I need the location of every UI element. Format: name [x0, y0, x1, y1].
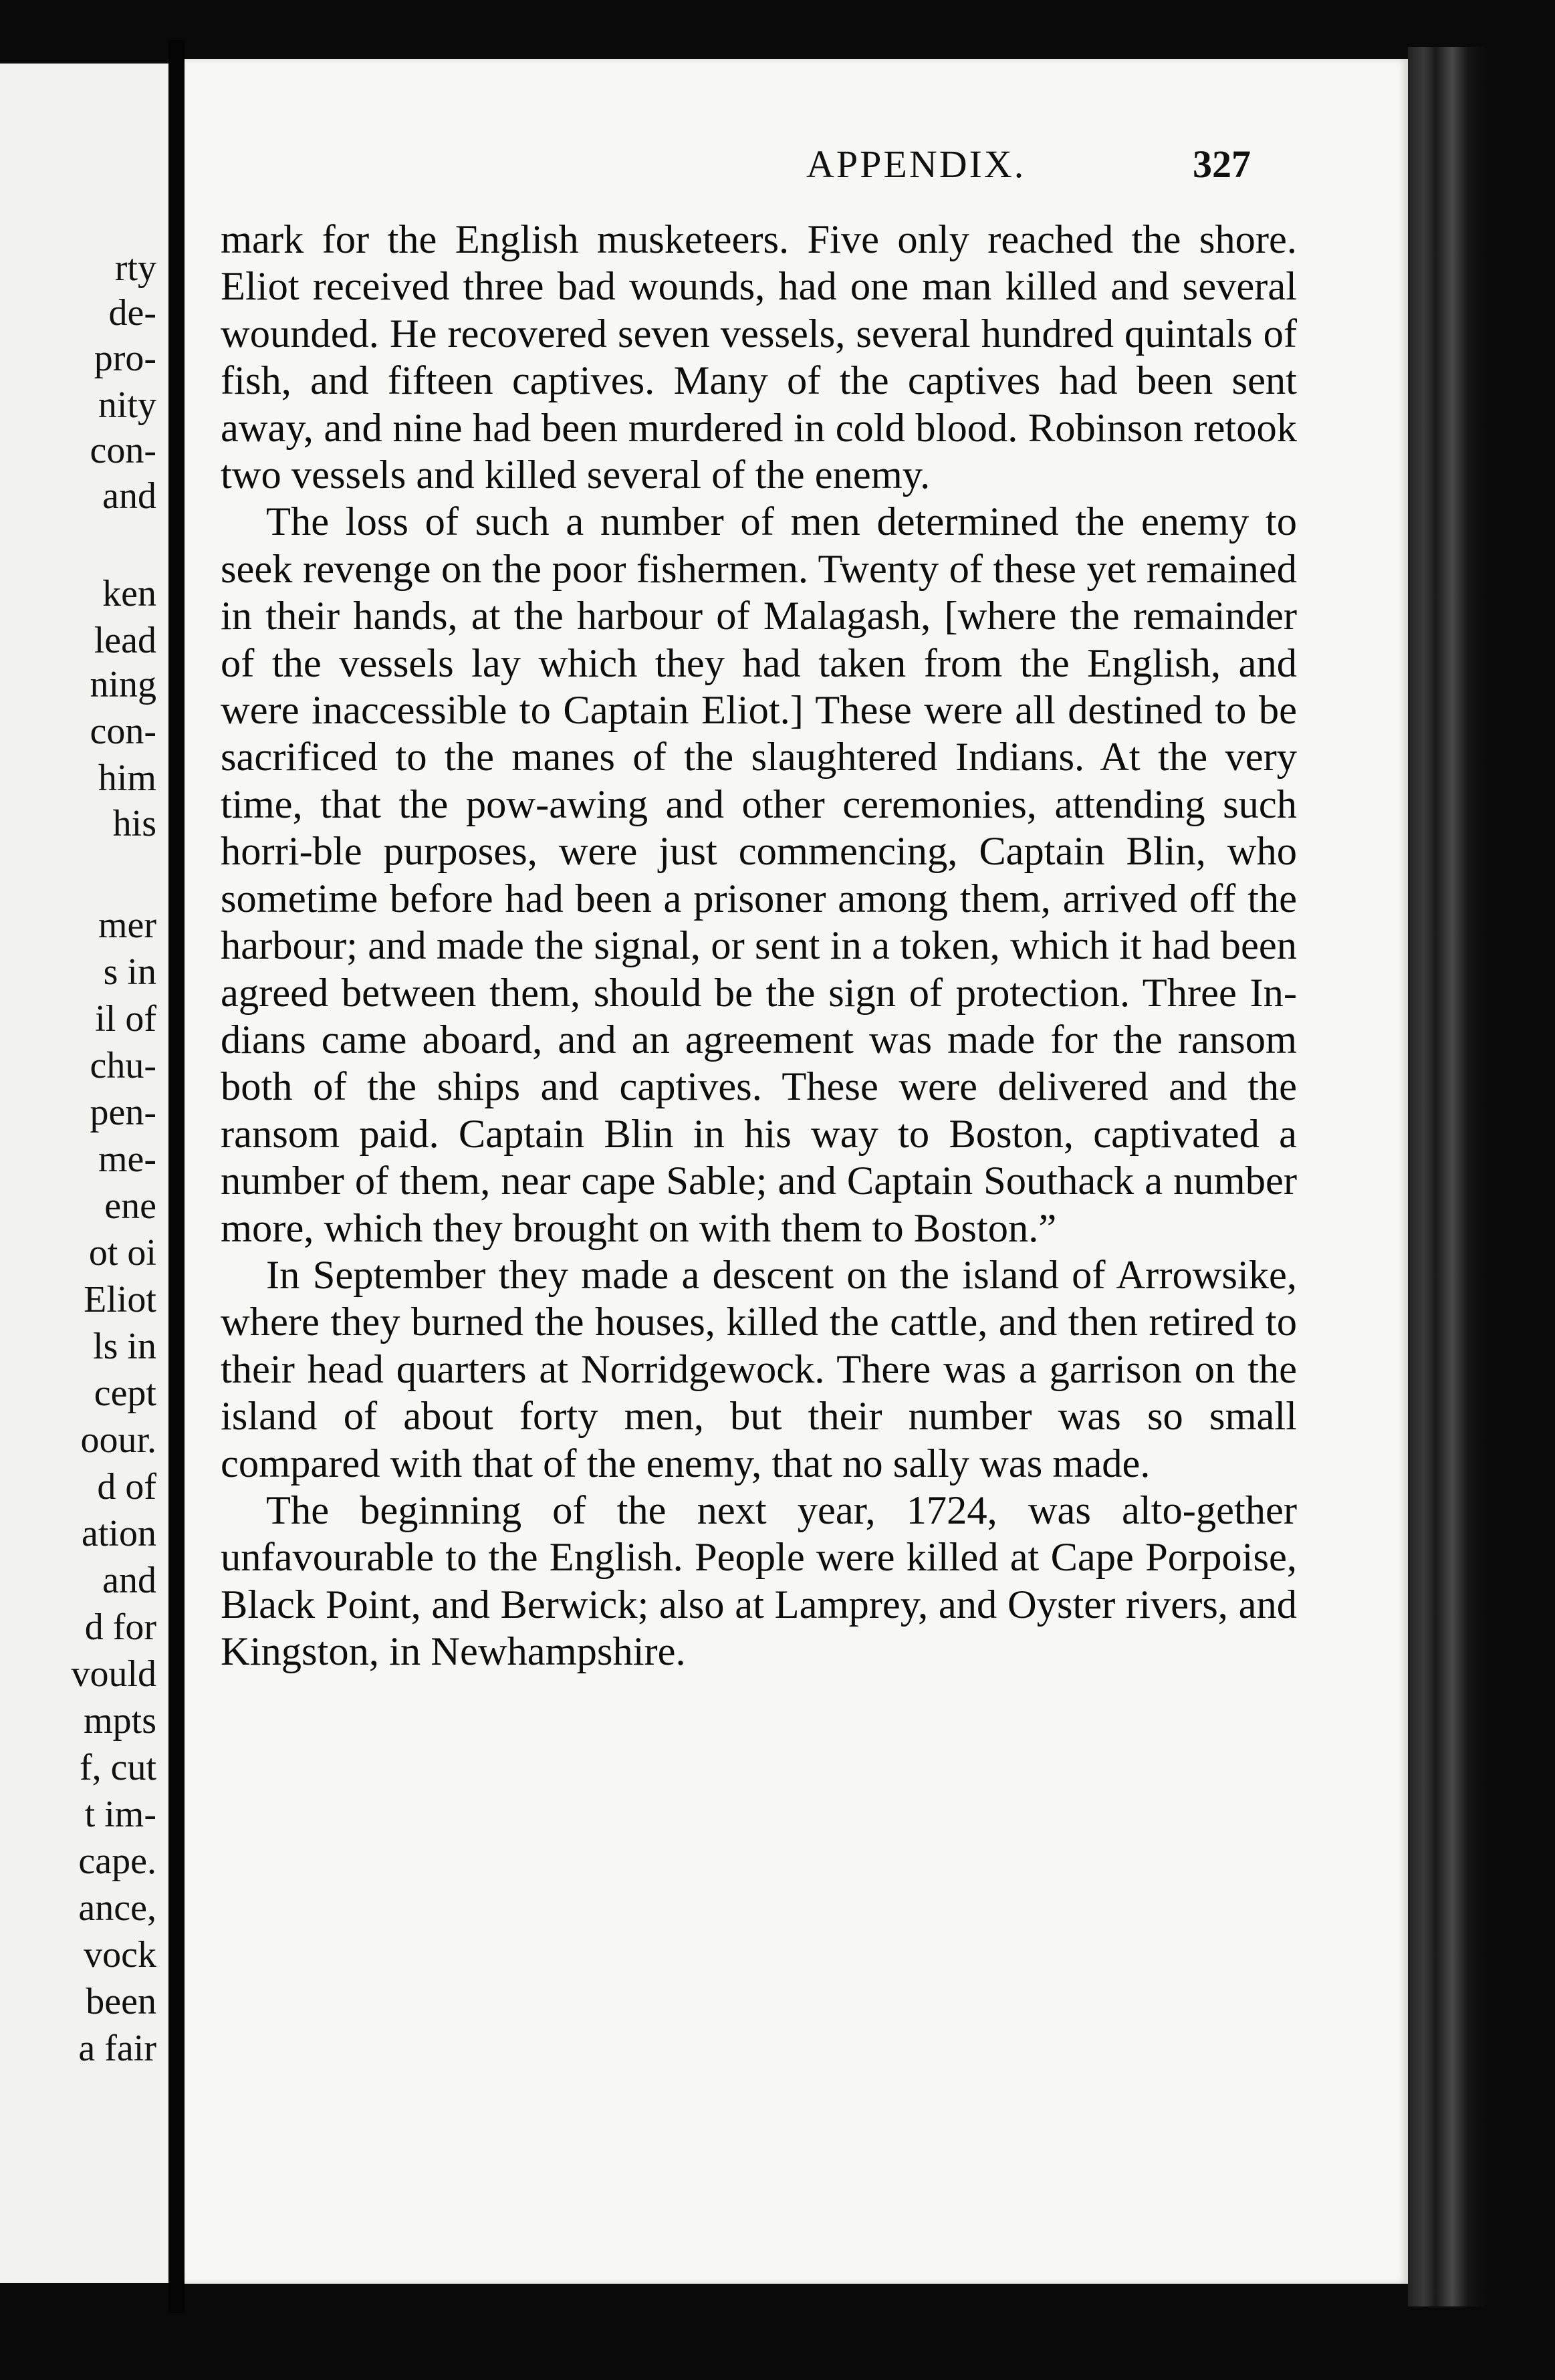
facing-page-line: f, cut	[79, 1747, 156, 1788]
running-title: APPENDIX.	[806, 142, 1026, 186]
facing-page-line: mer	[98, 905, 156, 946]
book-page	[185, 59, 1408, 2284]
facing-page-line: ning	[90, 664, 156, 705]
facing-page-line: d of	[97, 1466, 156, 1508]
facing-page-line: cept	[94, 1373, 156, 1414]
running-header	[185, 142, 1408, 195]
facing-page-line: s in	[103, 951, 156, 993]
page-number: 327	[1193, 142, 1251, 186]
facing-page-line: ance,	[78, 1887, 156, 1929]
facing-page-line: his	[112, 803, 156, 844]
facing-page-line: vould	[71, 1653, 156, 1695]
facing-page-line: been	[86, 1981, 156, 2022]
facing-page-line: a fair	[78, 2028, 156, 2069]
facing-page-line: and	[102, 1560, 156, 1601]
book-gutter	[168, 40, 185, 2313]
facing-page-line: Eliot	[84, 1279, 156, 1320]
paragraph: mark for the English musketeers. Five only reached the shore. Eliot received three bad wounds, had one man killed and several wounded. He recovered seven vessels, several hundred quintals of fish, and fifteen captives. Many of the captives had been sent away, and nine had been murdered in cold blood. Robinson retook two vessels and killed several of the enemy.	[221, 217, 1297, 498]
facing-page-line: lead	[94, 620, 156, 661]
facing-page-fragment	[0, 64, 168, 2283]
facing-page-line: con-	[90, 711, 156, 752]
facing-page-line: and	[102, 475, 156, 517]
paragraph: The beginning of the next year, 1724, was alto-gether unfavourable to the English. People were killed at Cape Porpoise, Black Point, and Berwick; also at Lamprey, and Oyster rivers, and Kingston, in Newhampshire.	[221, 1488, 1297, 1675]
facing-page-line: con-	[90, 430, 156, 471]
facing-page-line: me-	[98, 1139, 156, 1180]
paragraph: The loss of such a number of men determined the enemy to seek revenge on the poor fishermen. Twenty of these yet remained in their hands, at the harbour of Malagash, [where the remainder of the vessels lay which they had taken from the English, and were inaccessible to Captain Eliot.] These were all destined to be sacrificed to the manes of the slaughtered Indians. At the very time, that the pow-awing and other ceremonies, attending such horri-ble purposes, were just commencing, Captain Blin, who sometime before had been a prisoner among them, arrived off the harbour; and made the signal, or sent in a token, which it had been agreed between them, should be the sign of protection. Three In-dians came aboard, and an agreement was made for the ransom both of the ships and captives. These were delivered and the ransom paid. Captain Blin in his way to Boston, captivated a number of them, near cape Sable; and Captain Southack a number more, which they brought on with them to Boston.”	[221, 499, 1297, 1251]
facing-page-line: pen-	[90, 1092, 156, 1133]
facing-page-line: oour.	[80, 1419, 156, 1461]
facing-page-line: nity	[98, 384, 156, 426]
facing-page-line: de-	[108, 292, 156, 334]
page-block-edge	[1408, 47, 1488, 2306]
facing-page-line: mpts	[84, 1700, 156, 1742]
facing-page-line: ken	[102, 573, 156, 614]
facing-page-line: pro-	[94, 338, 156, 379]
facing-page-line: t im-	[84, 1794, 156, 1835]
facing-page-line: ot oi	[88, 1232, 156, 1274]
facing-page-line: rty	[114, 247, 156, 289]
facing-page-line: him	[98, 757, 156, 799]
facing-page-line: d for	[84, 1606, 156, 1648]
facing-page-line: chu-	[90, 1045, 156, 1086]
facing-page-line: ls in	[93, 1326, 156, 1367]
facing-page-line: cape.	[78, 1840, 156, 1882]
facing-page-line: ation	[82, 1513, 156, 1554]
page-body	[221, 217, 1297, 1676]
facing-page-line: ene	[104, 1185, 156, 1227]
facing-page-line: il of	[95, 998, 156, 1040]
paragraph: In September they made a descent on the island of Arrowsike, where they burned the houses, killed the cattle, and then retired to their head quarters at Norridgewock. There was a garrison on the island of about forty men, but their number was so small compared with that of the enemy, that no sally was made.	[221, 1252, 1297, 1486]
facing-page-line: vock	[84, 1934, 156, 1976]
